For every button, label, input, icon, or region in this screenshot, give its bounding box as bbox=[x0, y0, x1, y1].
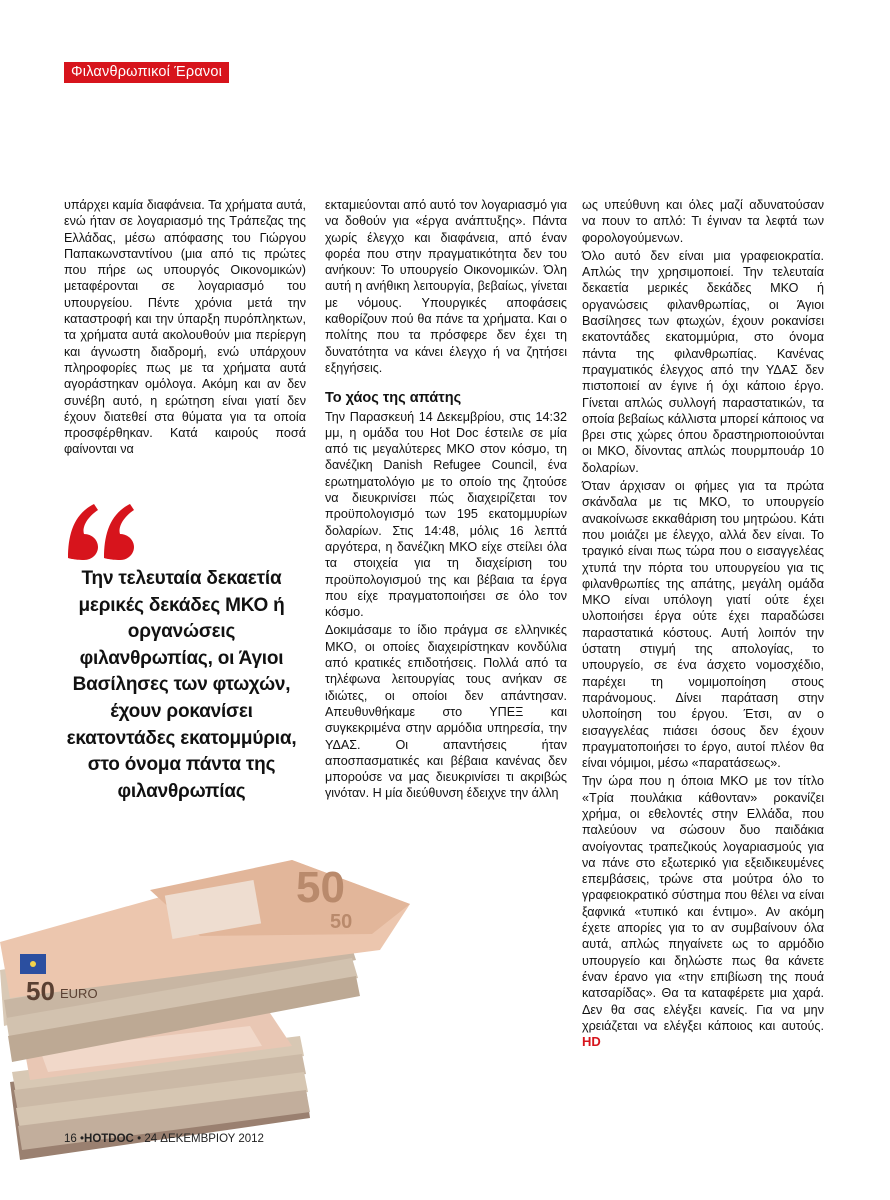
paragraph: υπάρχει καμία διαφάνεια. Τα χρήματα αυτά, ενώ ήταν σε λογαριασμό της Τράπεζας της Ελλάδας, μέσω απόφασης του Γιώργου Παπακωνσταντίνου (μια από τις πρώτες που πήρε ως υπουργός Οικονομικών) μεταφέρονται σε λογαριασμό του υπουργείου. Πέντε χρόνια μετά την καταστροφή και την ύπαρξη πυρόπληκτων, τα χρήματα αυτά ακολουθούν μια περίεργη και άγνωστη διαδρομή, ενώ υπάρχουν πληροφορίες πως με τα χρήματα αυτά αγοράστηκαν ομόλογα. Ακόμη και αν δεν συνέβη αυτό, η ερώτηση είναι γιατί δεν έχουν διατεθεί στα θύματα για τα οποία προσφέρθηκαν. Κατά καιρούς ποσά φαίνονται να bbox=[64, 198, 306, 457]
paragraph: Την Παρασκευή 14 Δεκεμβρίου, στις 14:32 μμ, η ομάδα του Hot Doc έστειλε σε μία από τις μεγαλύτερες ΜΚΟ στον κόσμο, τη δανέζικη Danish Refugee Council, ένα ερωτηματολόγιο με το οποίο της ζητούσε να διευκρινίσει πώς διαχειρίζεται τον προϋπολογισμό των 195 εκατομμυρίων δολαρίων. Στις 14:48, μόλις 16 λεπτά αργότερα, η δανέζικη ΜΚΟ είχε στείλει όλα τα στοιχεία για τη διαχείριση του προϋπολογισμού της και βέβαια τα έργα που είχε πραγματοποιήσει σε όλο τον κόσμο. bbox=[325, 409, 567, 620]
banknotes-image bbox=[0, 850, 470, 1180]
paragraph: εκταμιεύονται από αυτό τον λογαριασμό για να δοθούν για «έργα ανάπτυξης». Πάντα χωρίς έλεγχο και διαφάνεια, από έναν φορέα που στην πραγματικότητα δεν του ανήκουν: Το υπουργείο Οικονομικών. Όλη αυτή η ανήθικη λειτουργία, βεβαίως, γίνεται με νόμους. Υπουργικές αποφάσεις καθορίζουν πού θα πάνε τα χρήματα. Και ο πολίτης που τα πρόσφερε δεν έχει τη δυνατότητα να κάνει έλεγχο ή να ζητήσει εξηγήσεις. bbox=[325, 198, 567, 375]
paragraph: Δοκιμάσαμε το ίδιο πράγμα σε ελληνικές ΜΚΟ, οι οποίες διαχειρίστηκαν κονδύλια από κρατικές επιδοτήσεις. Πολλά από τα τηλέφωνα λειτουργίας τους ανήκαν σε ιδιώτες, οι οποίοι δεν απάντησαν. Απευθυνθήκαμε στο ΥΠΕΞ και συγκεκριμένα στην αρμόδια υπηρεσία, την ΥΔΑΣ. Οι απαντήσεις ήταν αποσπασματικές και βέβαια κανένας δεν μπορούσε να μας διευκρινίσει τι ακριβώς γινόταν. Η μία διεύθυνση έδειχνε την άλλη bbox=[325, 623, 567, 801]
column-1 bbox=[64, 197, 306, 487]
column-2 bbox=[325, 197, 567, 804]
paragraph: Όταν άρχισαν οι φήμες για τα πρώτα σκάνδαλα με τις ΜΚΟ, το υπουργείο ανακοίνωσε εκκαθάριση του μητρώου. Κάτι που μοιάζει με έλεγχο, αλλά δεν είναι. Το τραγικό είναι πως τώρα που ο εισαγγελέας χτυπά την πόρτα του υπουργείου για τις φιλανθρωπίες της απάτης, μεγάλη ομάδα ΜΚΟ είναι υπόλογη γιατί ούτε έχει υλοποιήσει έργα ούτε έχει παραδώσει παραστατικά κόστους. Αυτή λοιπόν την ύστατη στιγμή της απολογίας, το υπουργείο, σε ένα άσχετο νομοσχέδιο, παρέχει τη νομιμοποίηση στους παράνομους. Δίνει παράταση στην υλοποίηση του έργου. Έτσι, αν ο εισαγγελέας πιάσει όσους δεν έχουν πραγματοποιήσει το έργο, αυτοί πλέον θα είναι νόμιμοι, μέσω «παρατάσεως». bbox=[582, 479, 824, 771]
column-3 bbox=[582, 197, 824, 1052]
magazine-name: HOTDOC bbox=[84, 1133, 134, 1145]
pull-quote: Την τελευταία δεκαετία μερικές δεκάδες ΜΚΟ ή οργανώσεις φιλανθρωπίας, οι Άγιοι Βασίλησες των φτωχών, έχουν ροκανίσει εκατοντάδες εκατομμύρια, στο όνομα πάντα της φιλανθρωπίας bbox=[66, 568, 297, 802]
banknote-label: 50 bbox=[26, 976, 55, 1006]
page-number: 16 bbox=[64, 1133, 77, 1145]
quote-mark-icon bbox=[64, 500, 136, 562]
issue-date: 24 ΔΕΚΕΜΒΡΙΟΥ 2012 bbox=[144, 1133, 264, 1145]
page-footer: 16 •HOTDOC • 24 ΔΕΚΕΜΒΡΙΟΥ 2012 bbox=[64, 1133, 264, 1145]
banknote-label: 50 bbox=[330, 911, 353, 933]
subheading: Το χάος της απάτης bbox=[325, 390, 462, 407]
section-tag: Φιλανθρωπικοί Έρανοι bbox=[64, 62, 229, 83]
banknote-label: 50 bbox=[296, 863, 345, 912]
banknote-label: EURO bbox=[60, 986, 98, 1001]
end-mark: HD bbox=[582, 1034, 601, 1050]
paragraph: Όλο αυτό δεν είναι μια γραφειοκρατία. Απλώς την χρησιμοποιεί. Την τελευταία δεκαετία μερικές δεκάδες ΜΚΟ ή οργανώσεις φιλανθρωπίας, οι Άγιοι Βασίλησες των φτωχών, έχουν ροκανίσει εκατοντάδες εκατομμύρια, στο όνομα πάντα της φιλανθρωπίας. Κανένας πραγματικός έλεγχος από την ΥΔΑΣ δεν πιστοποιεί αν έγινε ή όχι κάποιο έργο. Γίνεται απλώς συλλογή παραστατικών, τα οποία βεβαίως κάλλιστα μπορεί κάποιος να βρει στις χώρες όπου δραστηριοποιούνται οι ΜΚΟ, δίνοντας απλώς πουρμπουάρ 10 δολαρίων. bbox=[582, 248, 824, 475]
paragraph: ως υπεύθυνη και όλες μαζί αδυνατούσαν να πουν το απλό: Τι έγιναν τα λεφτά των φορολογούμενων. bbox=[582, 198, 824, 245]
paragraph: Την ώρα που η όποια ΜΚΟ με τον τίτλο «Τρία πουλάκια κάθονταν» ροκανίζει χρήμα, οι εθελοντές στην Ελλάδα, που παλεύουν να σώσουν δυο παιδάκια ανοίγοντας τραπεζικούς λογαριασμούς για να πάνε στο εξωτερικό για εξειδικευμένες επεμβάσεις, τρώνε στα μούτρα όλο το γραφειοκρατικό σύστημα που θέλει να είναι ξαφνικά «τυπικό και έντιμο». Αν ακόμη έχετε απορίες για το αν συμβαίνουν όλα αυτά, απλώς πηγαίνετε ως το αρμόδιο υπουργείο και δηλώστε πως θα κάνετε έναν έρανο για «την επιβίωση της πουά κατσαρίδας». Θα τα καταφέρετε μια χαρά. Δεν θα σας ελέγξει κανείς. Για να μην χρειάζεται να ελέγξει κάποιος και αυτούς. HD bbox=[582, 774, 824, 1050]
